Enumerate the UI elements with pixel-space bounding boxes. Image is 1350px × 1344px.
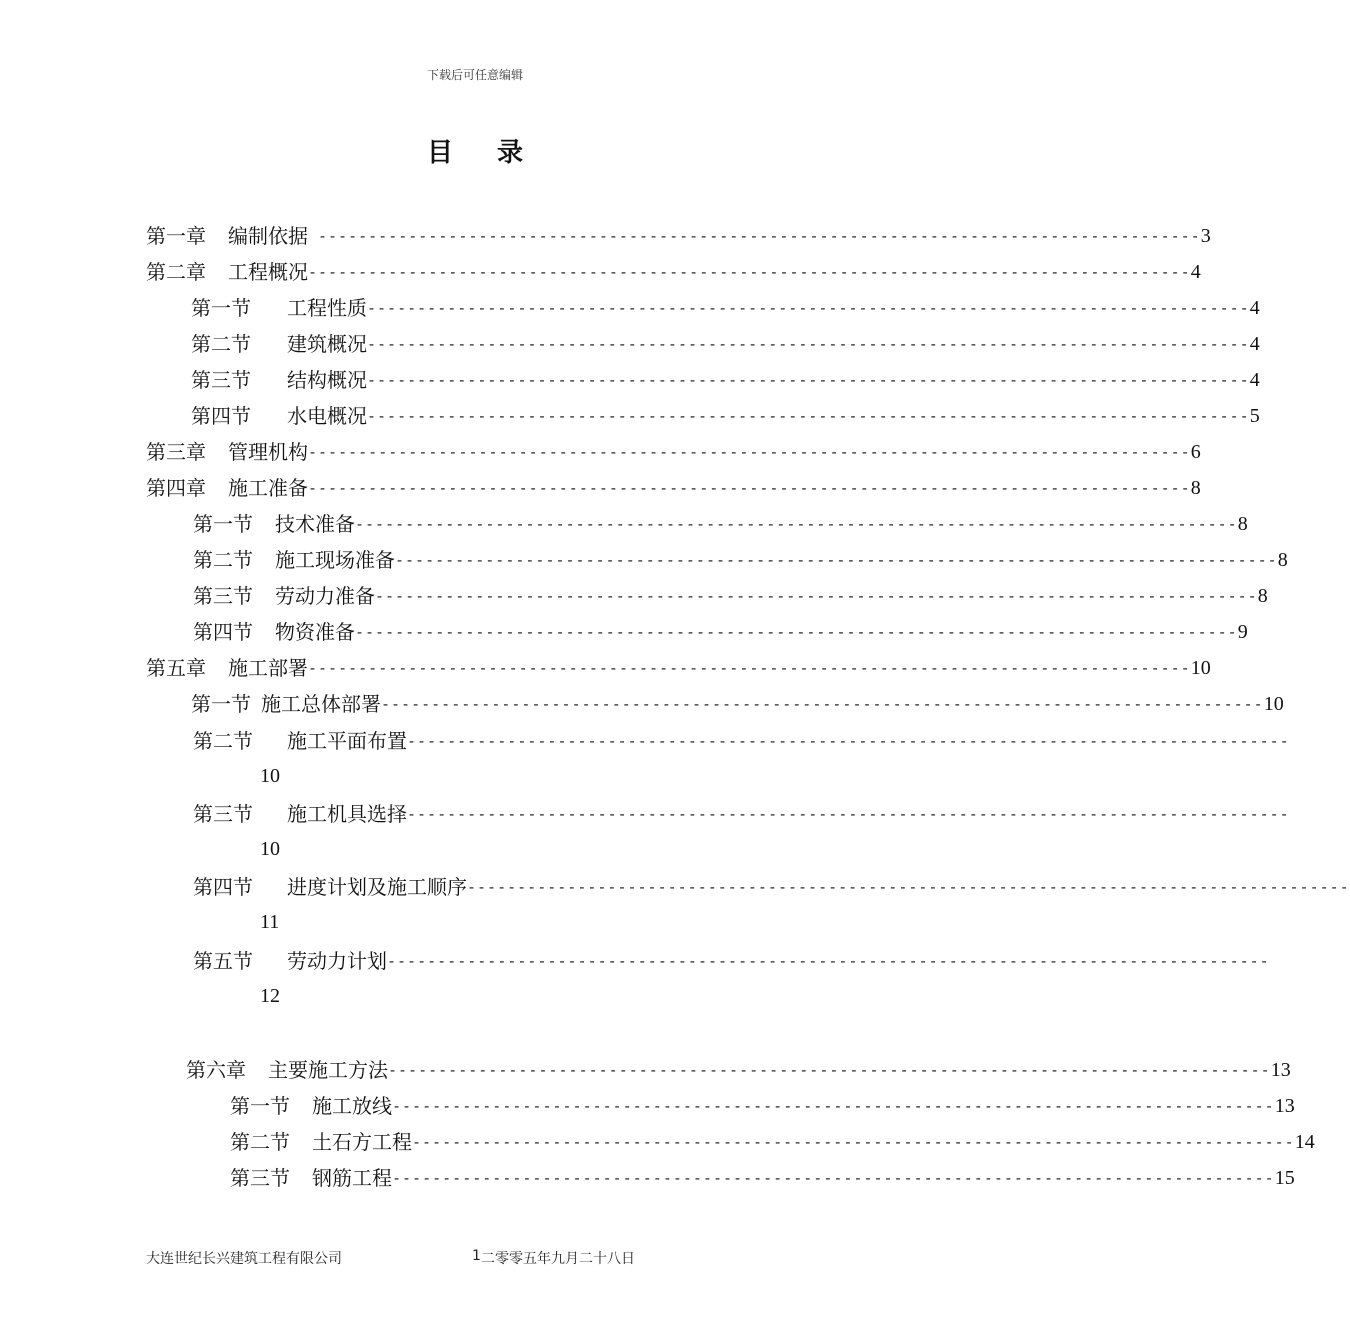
- toc-entry[interactable]: [146, 438, 1201, 466]
- toc-page: 3: [1200, 225, 1211, 247]
- toc-entry[interactable]: [193, 873, 1350, 901]
- toc-number: 第六章: [186, 1058, 246, 1082]
- toc-leader: ----------------------------------------------------------------------------------------: [308, 263, 1191, 281]
- toc-title: 管理机构: [228, 440, 308, 464]
- toc-number: 第二节: [191, 332, 251, 356]
- toc-entry[interactable]: [193, 582, 1268, 610]
- toc-page: 12: [260, 985, 280, 1007]
- toc-page: 4: [1249, 333, 1260, 355]
- toc-number: 第三节: [193, 802, 253, 826]
- toc-title: 工程概况: [228, 260, 308, 284]
- toc-entry[interactable]: [193, 510, 1248, 538]
- toc-page: 15: [1274, 1167, 1295, 1189]
- toc-leader: ----------------------------------------------------------------------------------------: [308, 443, 1191, 461]
- toc-title: 主要施工方法: [268, 1058, 388, 1082]
- toc-page: 10: [260, 765, 280, 787]
- toc-entry[interactable]: [230, 1128, 1315, 1156]
- toc-title: 进度计划及施工顺序: [287, 875, 467, 899]
- toc-leader: ----------------------------------------------------------------------------------------: [367, 299, 1250, 317]
- toc-number: 第五章: [146, 656, 206, 680]
- toc-entry[interactable]: [146, 654, 1211, 682]
- toc-number: 第一节: [193, 512, 253, 536]
- toc-entry[interactable]: [191, 690, 1284, 718]
- toc-page: 8: [1190, 477, 1201, 499]
- toc-entry[interactable]: [146, 474, 1201, 502]
- toc-page: 10: [1190, 657, 1211, 679]
- toc-page: 10: [1263, 693, 1284, 715]
- toc-title: 施工部署: [228, 656, 308, 680]
- toc-entry[interactable]: [186, 1056, 1291, 1084]
- toc-leader: ----------------------------------------------------------------------------------------: [367, 371, 1250, 389]
- toc-entry[interactable]: [191, 366, 1260, 394]
- toc-entry[interactable]: [230, 1164, 1295, 1192]
- toc-title: 技术准备: [275, 512, 355, 536]
- toc-leader: ----------------------------------------------------------------------------------------: [407, 805, 1290, 823]
- toc-number: 第三节: [193, 584, 253, 608]
- toc-title: 结构概况: [287, 368, 367, 392]
- toc-number: 第四节: [193, 875, 253, 899]
- toc-title: 施工机具选择: [287, 802, 407, 826]
- toc-number: 第四节: [193, 620, 253, 644]
- toc-leader: ----------------------------------------------------------------------------------------: [355, 515, 1238, 533]
- toc-number: 第三节: [230, 1166, 290, 1190]
- toc-title: 施工平面布置: [287, 729, 407, 753]
- toc-title: 土石方工程: [312, 1130, 412, 1154]
- toc-leader: ----------------------------------------------------------------------------------------: [308, 659, 1191, 677]
- toc-leader: ----------------------------------------------------------------------------------------: [467, 878, 1350, 896]
- title-char-2: 录: [497, 138, 524, 168]
- toc-leader: ----------------------------------------------------------------------------------------: [381, 695, 1264, 713]
- toc-entry[interactable]: [193, 947, 1270, 975]
- toc-page: 13: [1274, 1095, 1295, 1117]
- toc-entry[interactable]: [193, 546, 1288, 574]
- toc-entry[interactable]: [146, 258, 1201, 286]
- toc-leader: ----------------------------------------------------------------------------------------: [367, 407, 1250, 425]
- toc-title: 施工总体部署: [261, 692, 381, 716]
- toc-number: 第一节: [191, 296, 251, 320]
- toc-leader: ----------------------------------------------------------------------------------------: [318, 227, 1201, 245]
- toc-title: 施工准备: [228, 476, 308, 500]
- toc-page: 4: [1249, 297, 1260, 319]
- footer-date: 二零零五年九月二十八日: [481, 1251, 635, 1267]
- toc-entry[interactable]: [193, 800, 1290, 828]
- toc-number: 第四节: [191, 404, 251, 428]
- toc-number: 第二节: [193, 548, 253, 572]
- toc-title: 建筑概况: [287, 332, 367, 356]
- toc-entry[interactable]: [230, 1092, 1295, 1120]
- toc-title: 编制依据: [228, 224, 308, 248]
- toc-leader: ----------------------------------------------------------------------------------------: [387, 952, 1270, 970]
- toc-entry[interactable]: [146, 222, 1211, 250]
- title-char-1: 目: [426, 138, 453, 168]
- toc-leader: ----------------------------------------------------------------------------------------: [392, 1169, 1275, 1187]
- toc-page: 8: [1257, 585, 1268, 607]
- footer-company: 大连世纪长兴建筑工程有限公司: [146, 1251, 342, 1267]
- toc-leader: ----------------------------------------------------------------------------------------: [395, 551, 1278, 569]
- toc-number: 第二节: [230, 1130, 290, 1154]
- toc-title: 钢筋工程: [312, 1166, 392, 1190]
- toc-title: 物资准备: [275, 620, 355, 644]
- toc-page: 8: [1237, 513, 1248, 535]
- toc-leader: ----------------------------------------------------------------------------------------: [392, 1097, 1275, 1115]
- toc-page: 8: [1277, 549, 1288, 571]
- toc-number: 第五节: [193, 949, 253, 973]
- toc-leader: ----------------------------------------------------------------------------------------: [388, 1061, 1271, 1079]
- toc-number: 第二章: [146, 260, 206, 284]
- toc-page: 10: [260, 838, 280, 860]
- toc-entry[interactable]: [191, 330, 1260, 358]
- toc-number: 第三章: [146, 440, 206, 464]
- toc-page: 6: [1190, 441, 1201, 463]
- toc-entry[interactable]: [191, 294, 1260, 322]
- footer-page-number: 1: [472, 1248, 481, 1264]
- toc-page: 14: [1294, 1131, 1315, 1153]
- toc-title: 水电概况: [287, 404, 367, 428]
- toc-leader: ----------------------------------------------------------------------------------------: [367, 335, 1250, 353]
- toc-page: 9: [1237, 621, 1248, 643]
- toc-number: 第三节: [191, 368, 251, 392]
- toc-leader: ----------------------------------------------------------------------------------------: [412, 1133, 1295, 1151]
- toc-number: 第一节: [191, 692, 251, 716]
- toc-title: 施工放线: [312, 1094, 392, 1118]
- toc-page: 4: [1190, 261, 1201, 283]
- toc-title: 工程性质: [287, 296, 367, 320]
- toc-entry[interactable]: [191, 402, 1260, 430]
- toc-number: 第一节: [230, 1094, 290, 1118]
- toc-leader: ----------------------------------------------------------------------------------------: [355, 623, 1238, 641]
- toc-page: 11: [260, 911, 280, 933]
- page-title: [0, 132, 950, 169]
- toc-entry[interactable]: [193, 727, 1290, 755]
- toc-page: 4: [1249, 369, 1260, 391]
- toc-entry[interactable]: [193, 618, 1248, 646]
- toc-title: 劳动力计划: [287, 949, 387, 973]
- toc-page: 13: [1270, 1059, 1291, 1081]
- toc-number: 第二节: [193, 729, 253, 753]
- toc-title: 劳动力准备: [275, 584, 375, 608]
- toc-page: 5: [1249, 405, 1260, 427]
- page-header-note: 下载后可任意编辑: [426, 68, 523, 82]
- toc-number: 第一章: [146, 224, 206, 248]
- toc-leader: ----------------------------------------------------------------------------------------: [375, 587, 1258, 605]
- toc-leader: ----------------------------------------------------------------------------------------: [407, 732, 1290, 750]
- toc-number: 第四章: [146, 476, 206, 500]
- toc-leader: ----------------------------------------------------------------------------------------: [308, 479, 1191, 497]
- toc-title: 施工现场准备: [275, 548, 395, 572]
